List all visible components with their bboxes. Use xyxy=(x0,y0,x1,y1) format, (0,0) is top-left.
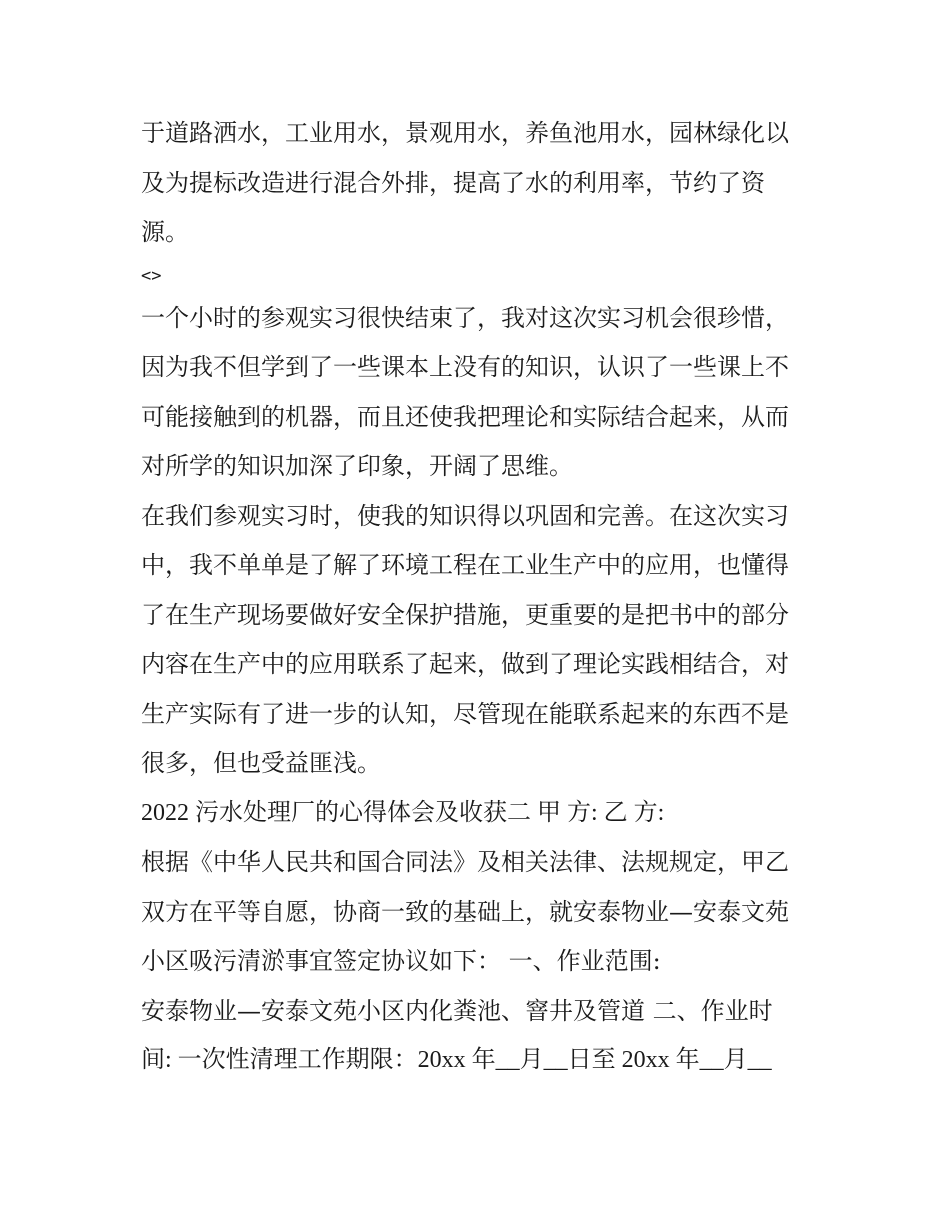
text-line: 间: 一次性清理工作期限：20xx 年__月__日至 20xx 年__月__ xyxy=(141,1047,772,1073)
text-line: 很多，但也受益匪浅。 xyxy=(141,749,381,777)
text-line: 双方在平等自愿，协商一致的基础上，就安泰物业—安泰文苑 xyxy=(141,897,789,926)
text-line: 在我们参观实习时，使我的知识得以巩固和完善。在这次实习 xyxy=(141,501,789,530)
text-line: 一个小时的参观实习很快结束了，我对这次实习机会很珍惜， xyxy=(141,303,789,332)
text-line: 安泰物业—安泰文苑小区内化粪池、窨井及管道 二、作业时 xyxy=(141,996,773,1025)
text-line: 内容在生产中的应用联系了起来，做到了理论实践相结合，对 xyxy=(141,650,789,678)
text-line: 了在生产现场要做好安全保护措施，更重要的是把书中的部分 xyxy=(141,600,789,629)
text-line: 中，我不单单是了解了环境工程在工业生产中的应用，也懂得 xyxy=(141,551,789,579)
text-line: 可能接触到的机器，而且还使我把理论和实际结合起来，从而 xyxy=(141,402,789,431)
document-body xyxy=(141,109,813,1086)
text-line: 源。 xyxy=(141,218,189,246)
text-line-marker: <> xyxy=(141,265,162,286)
text-line: 根据《中华人民共和国合同法》及相关法律、法规规定，甲乙 xyxy=(141,848,789,876)
section-heading: 2022 污水处理厂的心得体会及收获二 甲 方: 乙 方: xyxy=(141,799,665,826)
text-line: 于道路洒水，工业用水，景观用水，养鱼池用水，园林绿化以 xyxy=(141,119,789,147)
text-line: 因为我不但学到了一些课本上没有的知识，认识了一些课上不 xyxy=(141,353,789,381)
text-line: 对所学的知识加深了印象，开阔了思维。 xyxy=(141,452,573,480)
text-line: 及为提标改造进行混合外排，提高了水的利用率，节约了资 xyxy=(141,168,765,197)
text-line: 生产实际有了进一步的认知，尽管现在能联系起来的东西不是 xyxy=(141,699,789,728)
text-line: 小区吸污清淤事宜签定协议如下： 一、作业范围: xyxy=(141,947,661,975)
